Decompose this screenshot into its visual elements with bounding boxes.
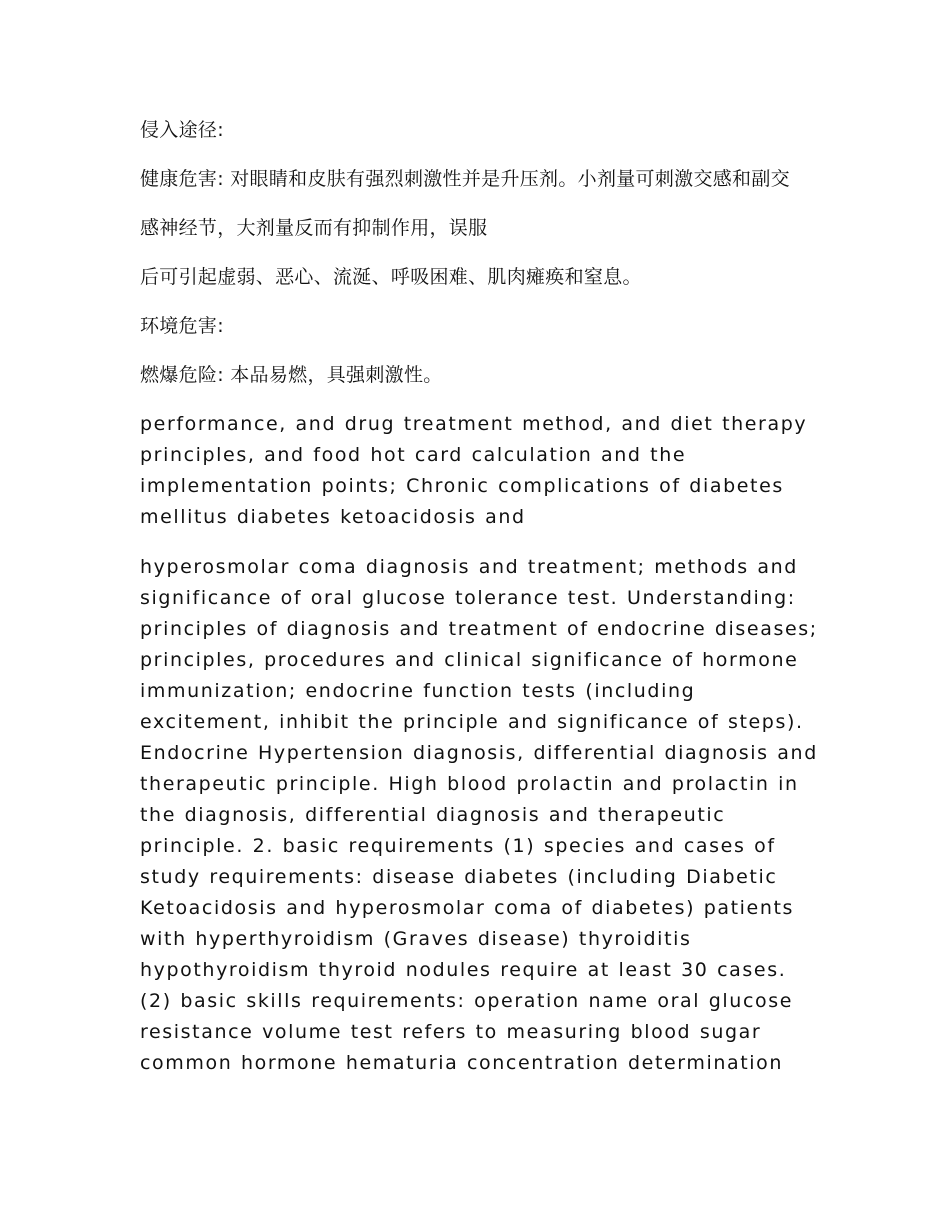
paragraph-symptoms: 后可引起虚弱、恶心、流涎、呼吸困难、肌肉瘫痪和窒息。 <box>140 266 642 288</box>
paragraph-environment-hazard: 环境危害: <box>140 315 224 337</box>
paragraph-endocrine-requirements: hyperosmolar coma diagnosis and treatment; methods and significance of oral glucose tolerance test. Understanding: principles of diagnosis and treatment of endocrine diseases; principles, procedures and clinical significance of hormone immunization; endocrine function tests (including excitement, inhibit the principle and significance of steps). Endocrine Hypertension diagnosis, differential diagnosis and therapeutic principle. High blood prolactin and prolactin in the diagnosis, differential diagnosis and therapeutic principle. 2. basic requirements (1) species and cases of study requirements: disease diabetes (including Diabetic Ketoacidosis and hyperosmolar coma of diabetes) patients with hyperthyroidism (Graves disease) thyroiditis hypothyroidism thyroid nodules require at least 30 cases. (2) basic skills requirements: operation name oral glucose resistance volume test refers to measuring blood sugar common hormone hematuria concentration determination <box>140 556 818 1074</box>
paragraph-ganglion: 感神经节，大剂量反而有抑制作用，误服 <box>140 217 488 239</box>
paragraph-route: 侵入途径: <box>140 119 224 141</box>
paragraph-health-hazard: 健康危害: 对眼睛和皮肤有强烈刺激性并是升压剂。小剂量可刺激交感和副交 <box>140 168 790 190</box>
paragraph-fire-hazard: 燃爆危险: 本品易燃，具强刺激性。 <box>140 364 443 386</box>
document-body <box>140 115 820 1079</box>
paragraph-diabetes-treatment: performance, and drug treatment method, and diet therapy principles, and food hot card calculation and the implementation points; Chronic complications of diabetes mellitus diabetes ketoacidosis and <box>140 413 808 528</box>
